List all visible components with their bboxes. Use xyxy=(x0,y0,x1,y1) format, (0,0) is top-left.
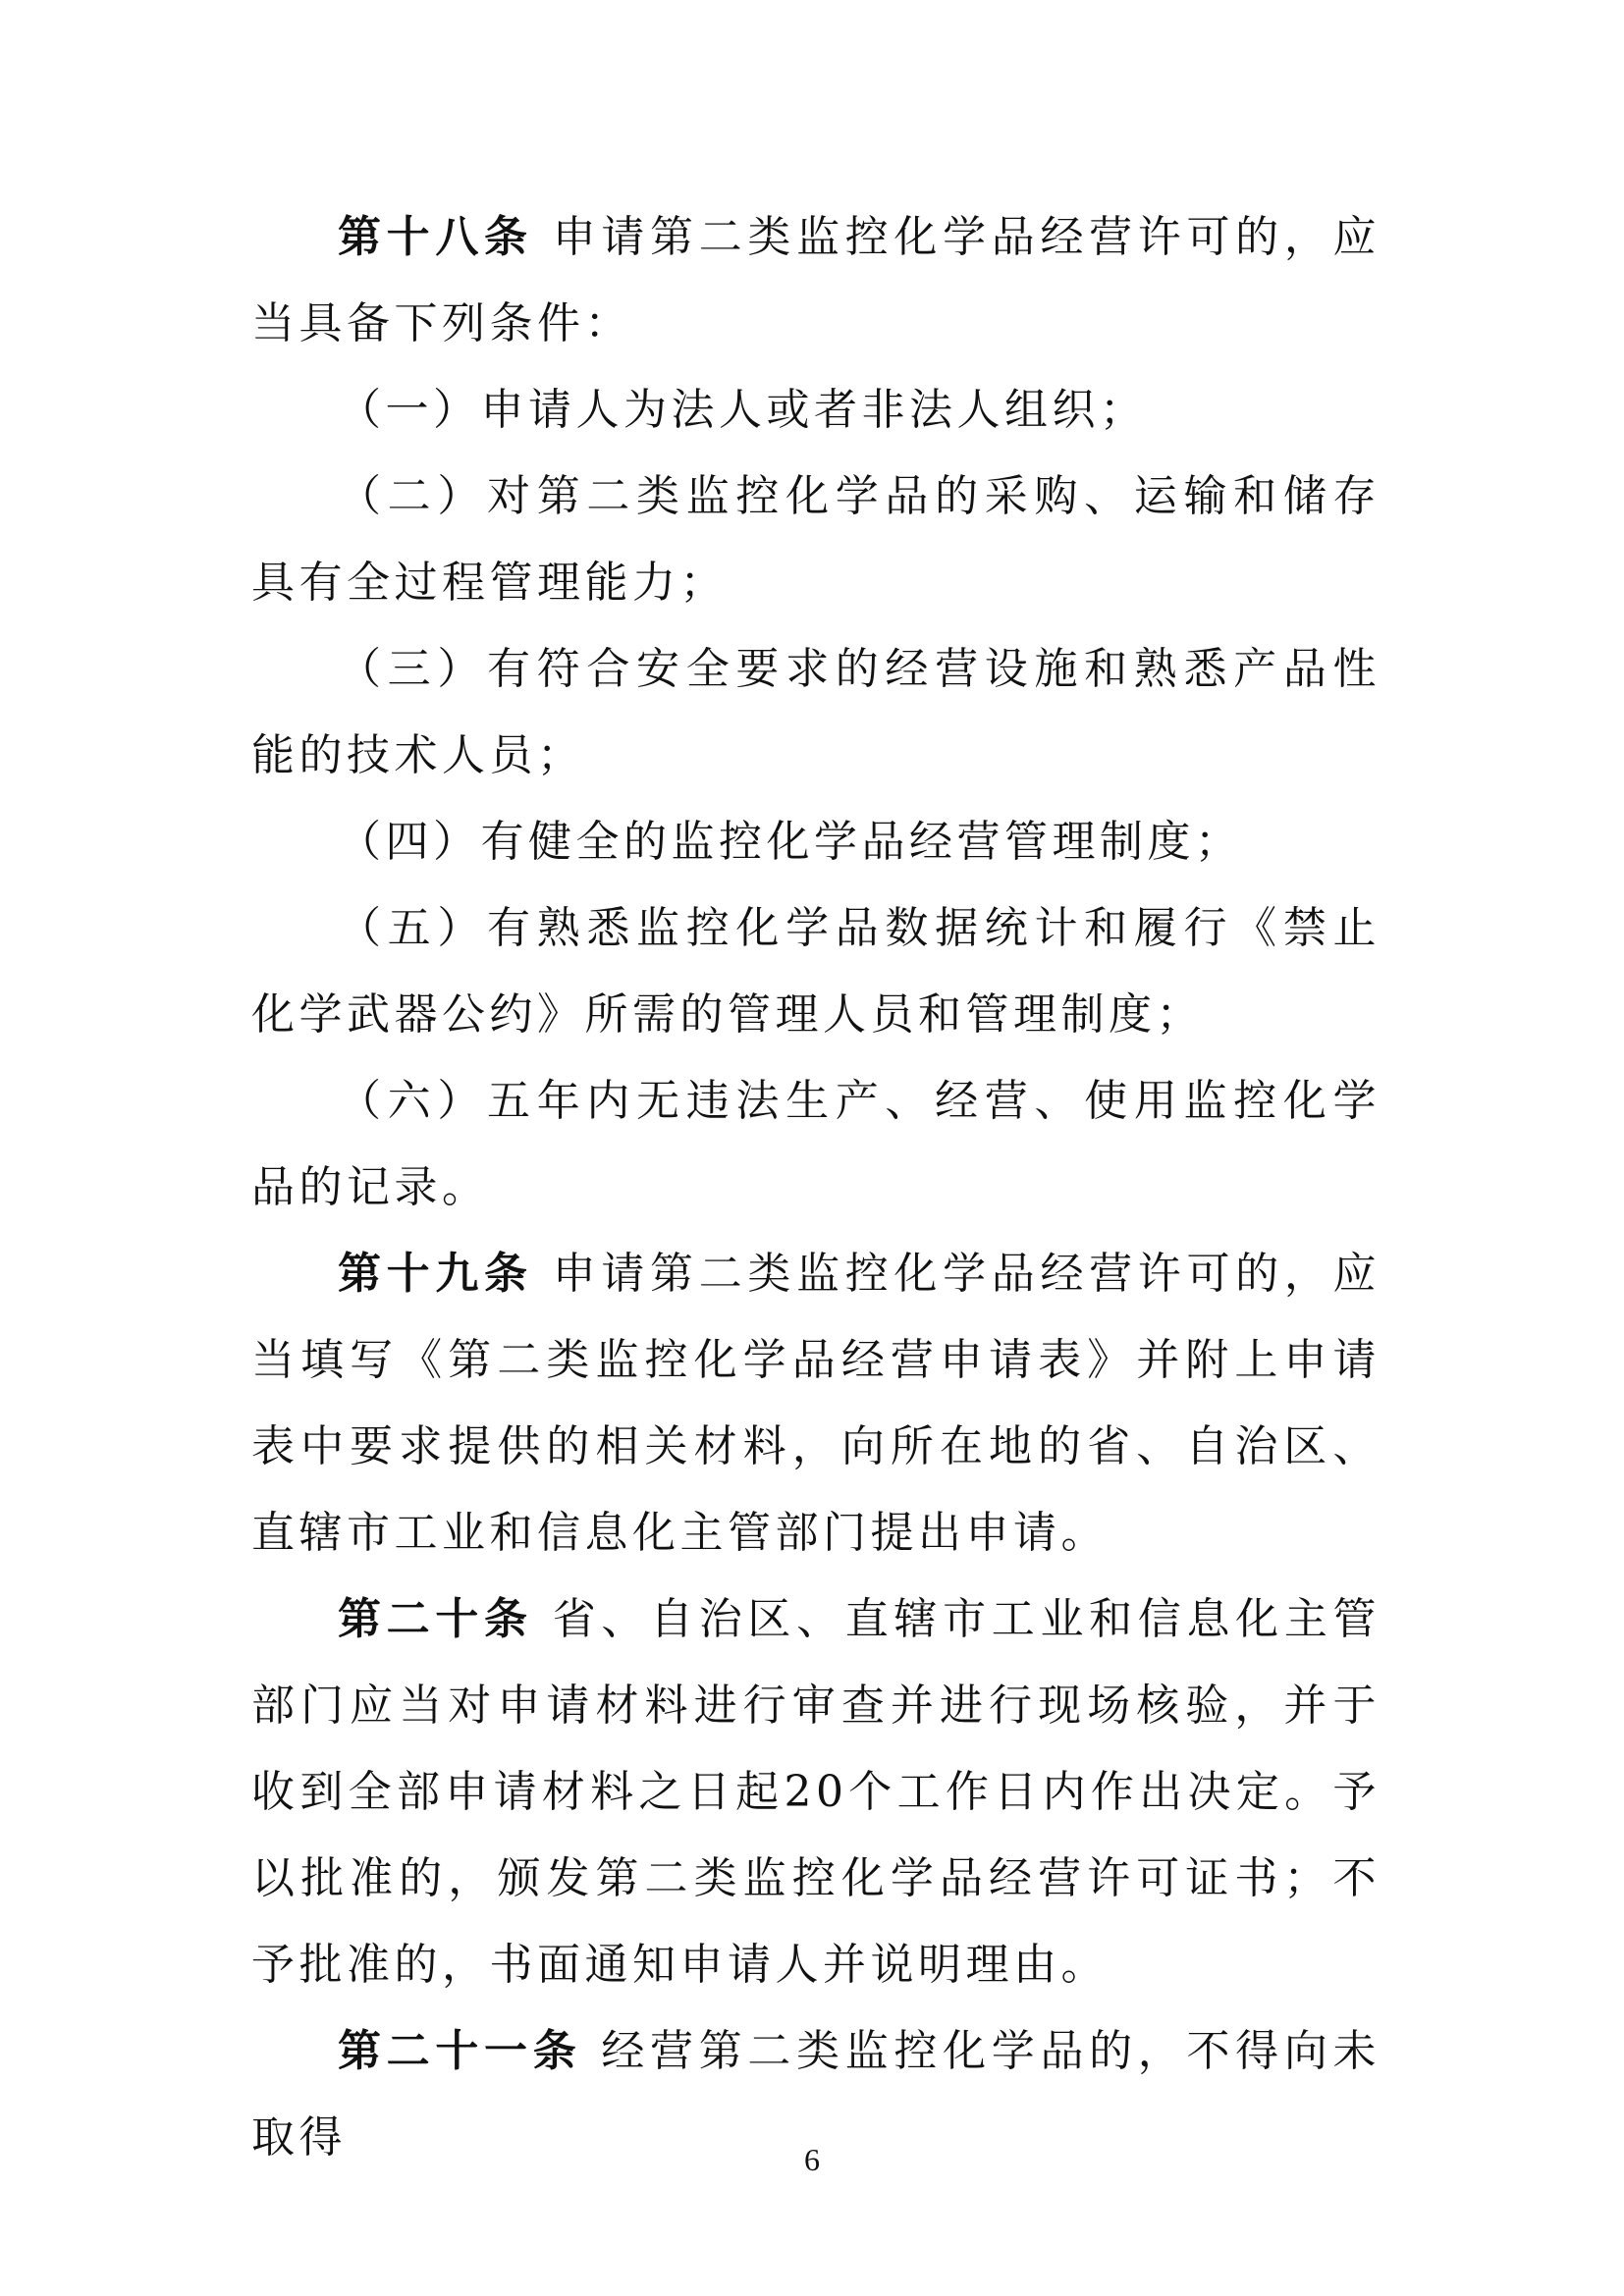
article-21-title: 第二十一条 xyxy=(338,2026,582,2076)
condition-1-paragraph: （一）申请人为法人或者非法人组织； xyxy=(338,385,1148,435)
condition-2-paragraph: （二）对第二类监控化学品的采购、运输和储存具有全过程管理能力； xyxy=(251,471,1380,608)
article-20-title: 第二十条 xyxy=(338,1594,533,1644)
article-20-paragraph xyxy=(251,1576,1380,2008)
article-21-text: 经营第二类监控化学品的，不得向未取得 xyxy=(251,2026,1380,2163)
condition-5-paragraph: （五）有熟悉监控化学品数据统计和履行《禁止化学武器公约》所需的管理人员和管理制度； xyxy=(251,903,1380,1040)
article-19-title: 第十九条 xyxy=(338,1249,533,1299)
condition-6-paragraph: （六）五年内无违法生产、经营、使用监控化学品的记录。 xyxy=(251,1076,1380,1212)
document-body xyxy=(251,194,1380,2181)
article-18-title: 第十八条 xyxy=(338,212,533,262)
article-18-paragraph xyxy=(251,194,1380,367)
article-20-text: 省、自治区、直辖市工业和信息化主管部门应当对申请材料进行审查并进行现场核验，并于收到全部申请材料之日起20个工作日内作出决定。予以批准的，颁发第二类监控化学品经营许可证书；不予批准的，书面通知申请人并说明理由。 xyxy=(251,1594,1381,1990)
article-19-text: 申请第二类监控化学品经营许可的，应当填写《第二类监控化学品经营申请表》并附上申请表中要求提供的相关材料，向所在地的省、自治区、直辖市工业和信息化主管部门提出申请。 xyxy=(251,1249,1381,1558)
article-19-paragraph xyxy=(251,1231,1380,1576)
article-18-text: 申请第二类监控化学品经营许可的，应当具备下列条件： xyxy=(251,212,1381,348)
condition-3-paragraph: （三）有符合安全要求的经营设施和熟悉产品性能的技术人员； xyxy=(251,644,1380,780)
page-number: 6 xyxy=(804,2142,820,2177)
condition-4-paragraph: （四）有健全的监控化学品经营管理制度； xyxy=(338,817,1243,867)
